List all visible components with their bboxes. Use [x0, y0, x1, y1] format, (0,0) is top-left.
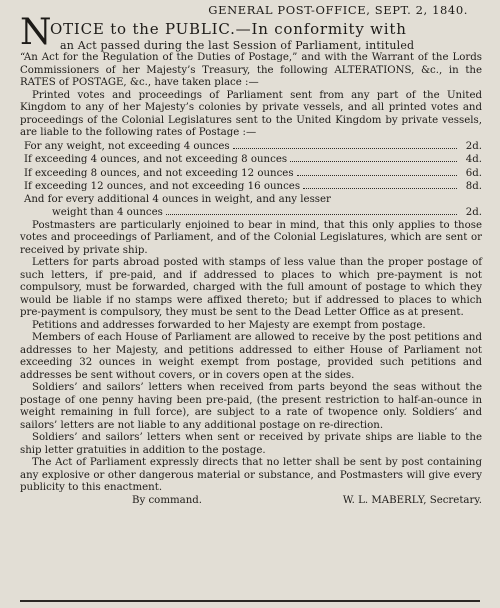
rate-extra-label-2: weight than 4 ounces [52, 207, 163, 218]
next-article-rule [20, 600, 480, 608]
title-line-1: OTICE to the PUBLIC.—In conformity with [50, 20, 407, 38]
members-paragraph: Members of each House of Parliament are allowed to receive by the post petitions and addresses to her Majesty, and petitions addressed to either House of Parliament not exceeding 32 ounces in weight exempt from postage, provided such petitions and addresses be sent without covers, or in covers open at the sides. [20, 332, 482, 381]
leader-dots [303, 180, 457, 189]
rate-amount: 4d. [465, 154, 482, 165]
by-command: By command. [132, 494, 203, 506]
notice-column [20, 4, 482, 507]
rate-label: If exceeding 8 ounces, and not exceeding 12 ounces [24, 167, 294, 179]
leader-dots [233, 140, 457, 149]
rate-amount: 6d. [465, 167, 482, 179]
petitions-paragraph: Petitions and addresses forwarded to her Majesty are exempt from postage. [32, 319, 426, 331]
rate-label: If exceeding 12 ounces, and not exceeding 16 ounces [24, 181, 301, 192]
rate-row [24, 153, 482, 167]
rate-extra-label: And for every additional 4 ounces in weight, and any lesser [24, 193, 331, 205]
secretary-name: W. L. MABERLY, Secretary. [342, 494, 482, 506]
rate-label: For any weight, not exceeding 4 ounces [24, 140, 230, 152]
rate-row [24, 180, 482, 194]
rate-amount: 2d. [465, 140, 482, 152]
intro-paragraph: “An Act for the Regulation of the Duties of Postage,” and with the Warrant of the Lords Commissioners of her Majesty’s Treasury, the following ALTERATIONS, &c., in the RATES of POSTAGE, &c., have taken place :— [20, 52, 482, 88]
leader-dots [290, 153, 457, 162]
rate-row [24, 167, 482, 181]
notice-title [20, 12, 482, 53]
letters-abroad-paragraph: Letters for parts abroad posted with stamps of less value than the proper postage of such letters, if pre-paid, and if addressed to places to which pre-payment is not compulsory, must be forwarded, charged with the full amount of postage to which they would be liable if no stamps were affixed thereto; but if addressed to places to which pre-payment is compulsory, they must be sent to the Dead Letter Office as at present. [20, 257, 482, 318]
printed-votes-paragraph: Printed votes and proceedings of Parliament sent from any part of the United Kingdom to any of her Majesty’s colonies by private vessels, and all printed votes and proceedings of the Colonial Legislatures sent to the United Kingdom by private vessels, are liable to the following rates of Postage :— [20, 89, 482, 138]
rate-extra-amount: 2d. [465, 207, 482, 218]
postmasters-paragraph: Postmasters are particularly enjoined to bear in mind, that this only applies to those votes and proceedings of Parliament, and of the Colonial Legislatures, which are sent or received by private ship. [20, 219, 482, 256]
notice-body [20, 52, 482, 507]
signature-line [20, 495, 482, 508]
leader-dots [297, 167, 457, 176]
soldiers-letters-paragraph: Soldiers’ and sailors’ letters when received from parts beyond the seas without the postage of one penny having been pre-paid, (the present restriction to half-an-ounce in weight remaining in full force), are subject to a rate of twopence only. Soldiers’ and sailors’ letters are not liable to any additional postage on re-direction. [20, 382, 482, 431]
act-paragraph: The Act of Parliament expressly directs that no letter shall be sent by post containing any explosive or other dangerous material or substance, and Postmasters will give every publicity to this enactment. [20, 457, 482, 493]
ship-letters-paragraph: Soldiers’ and sailors’ letters when sent or received by private ships are liable to the ship letter gratuities in addition to the postage. [20, 432, 482, 456]
notice-header: GENERAL POST-OFFICE, SEPT. 2, 1840. [208, 3, 468, 17]
drop-cap: N [20, 12, 52, 53]
leader-dots [166, 206, 457, 215]
rate-extra-line-2 [24, 206, 482, 220]
rate-amount: 8d. [465, 181, 482, 192]
rates-table [24, 140, 482, 220]
rate-row [24, 140, 482, 154]
rate-extra-line-1 [24, 194, 482, 207]
title-line-2: an Act passed during the last Session of Parliament, intituled [60, 39, 415, 52]
rate-label: If exceeding 4 ounces, and not exceeding 8 ounces [24, 154, 288, 165]
